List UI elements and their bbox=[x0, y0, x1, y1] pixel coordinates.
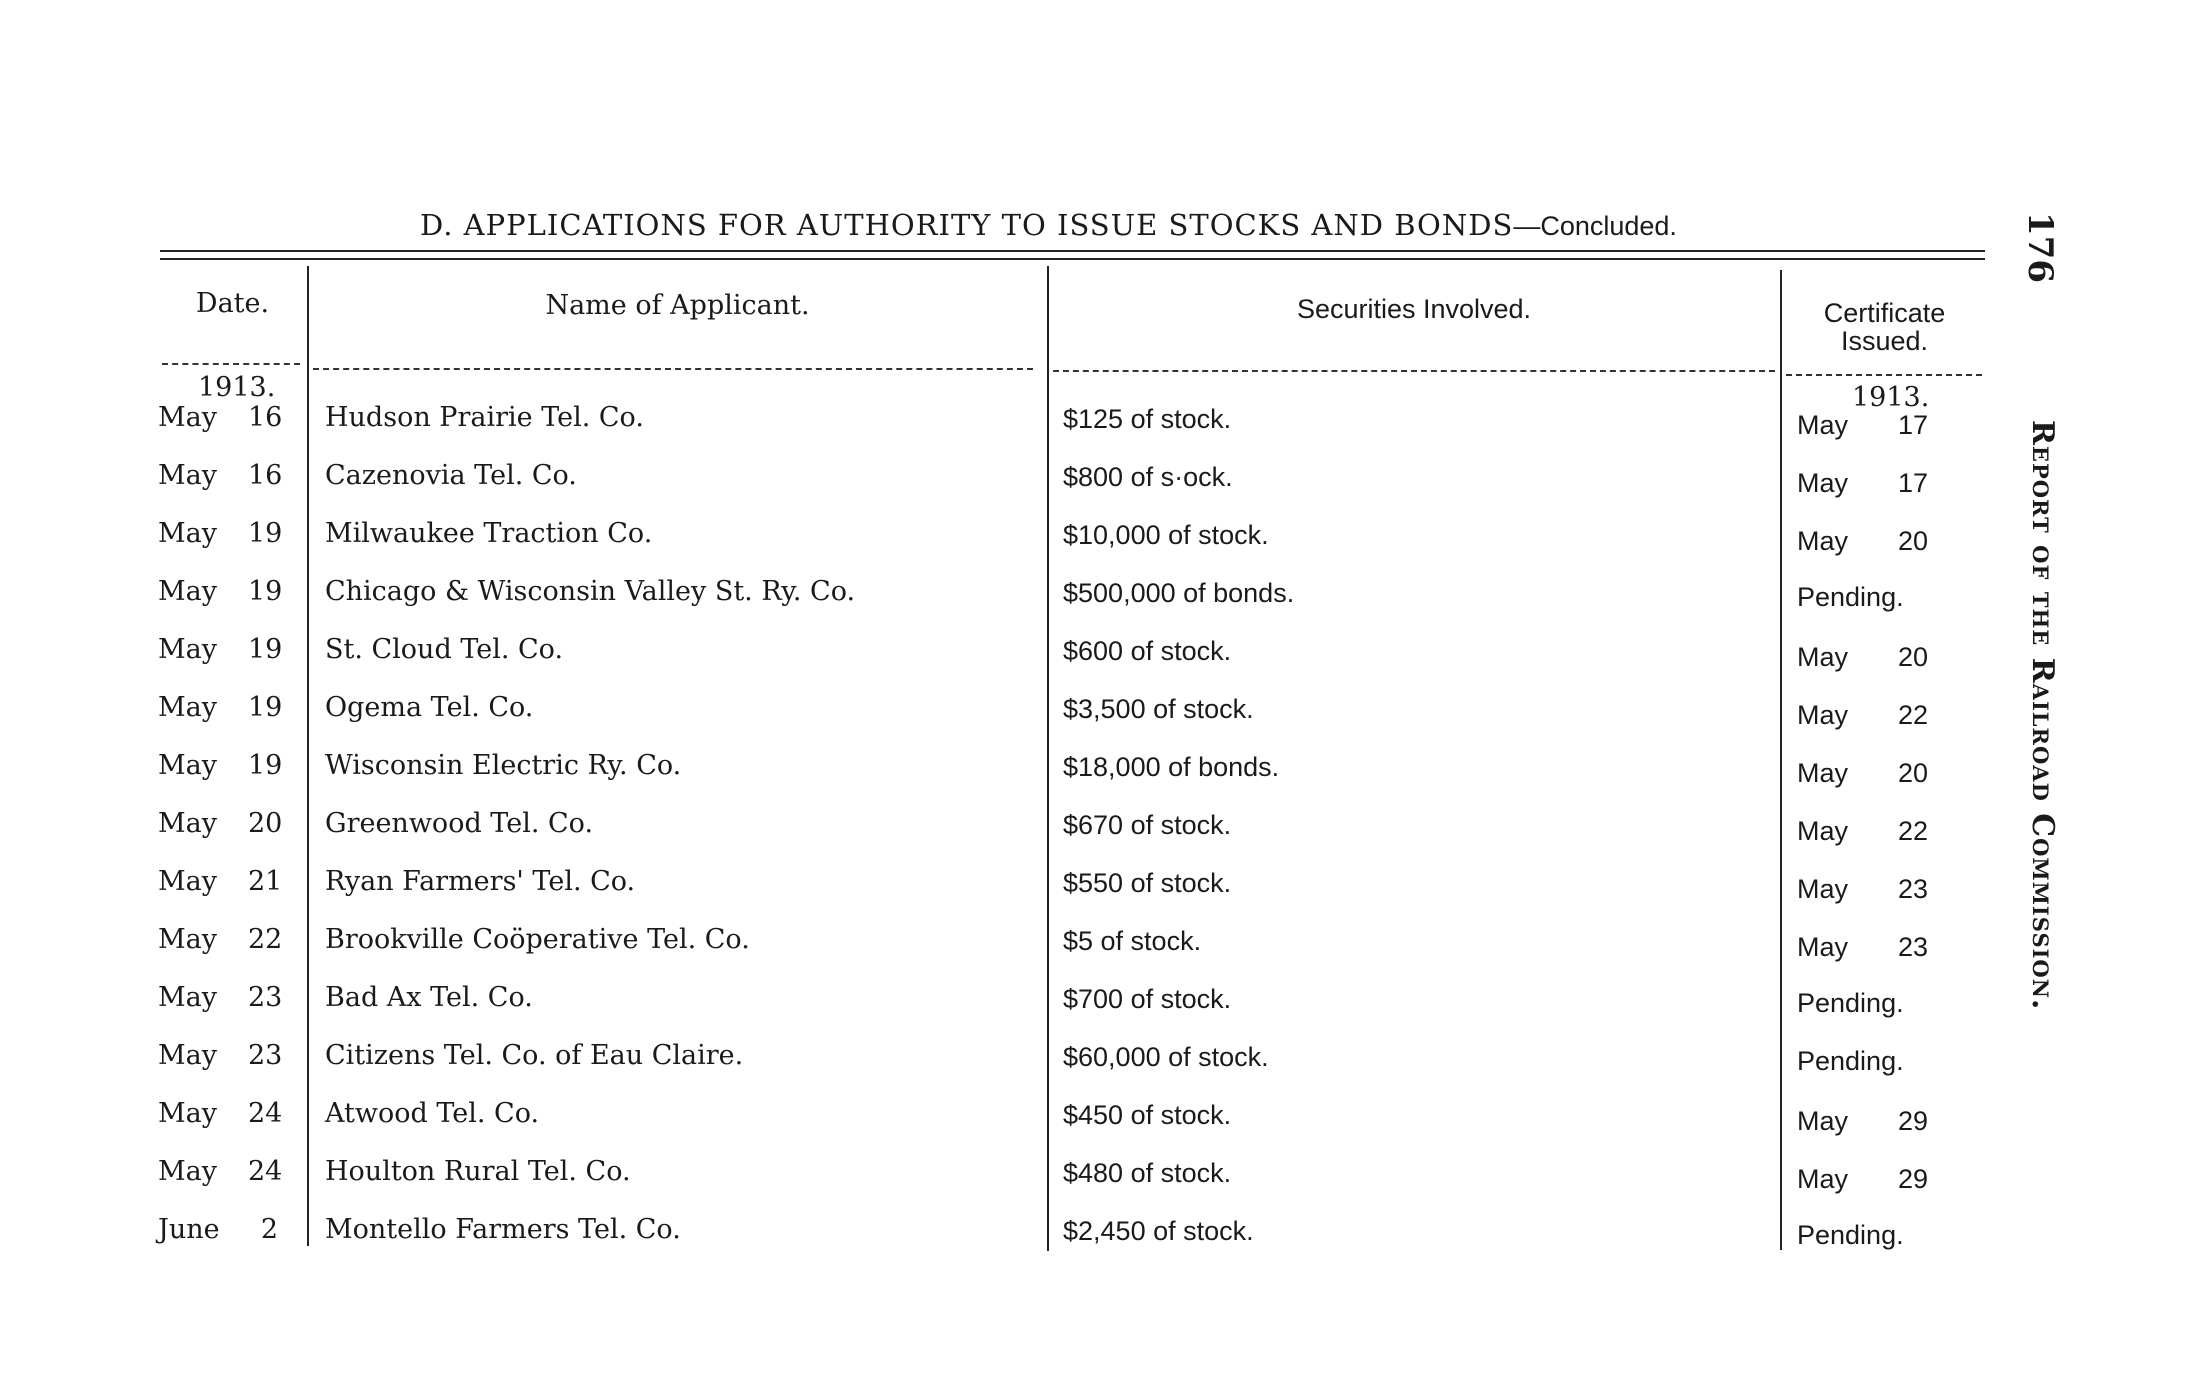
certificate-month: May bbox=[1797, 410, 1849, 440]
securities-involved: $2,450 of stock. bbox=[1063, 1216, 1254, 1246]
applicant-name: Greenwood Tel. Co. bbox=[325, 808, 594, 839]
date-month: May bbox=[158, 402, 217, 433]
certificate-month: May bbox=[1797, 874, 1849, 904]
certificate-status: Pending. bbox=[1797, 582, 1904, 612]
date-day: 23 bbox=[248, 1040, 283, 1071]
date-day: 2 bbox=[260, 1214, 278, 1245]
table-row bbox=[0, 576, 2197, 634]
applicant-name: Cazenovia Tel. Co. bbox=[325, 460, 577, 491]
securities-involved: $500,000 of bonds. bbox=[1063, 578, 1295, 608]
certificate-day: 29 bbox=[1898, 1106, 1929, 1136]
table-row bbox=[0, 924, 2197, 982]
applicant-name: Chicago & Wisconsin Valley St. Ry. Co. bbox=[325, 576, 856, 607]
date-day: 21 bbox=[248, 866, 283, 897]
certificate-year: 1913. bbox=[1852, 382, 1930, 413]
securities-involved: $480 of stock. bbox=[1063, 1158, 1232, 1188]
certificate-day: 17 bbox=[1898, 468, 1929, 498]
date-day: 19 bbox=[248, 576, 283, 607]
column-header-date: Date. bbox=[195, 288, 270, 319]
certificate-month: May bbox=[1797, 642, 1849, 672]
date-day: 23 bbox=[248, 982, 283, 1013]
date-month: May bbox=[158, 750, 217, 781]
securities-involved: $670 of stock. bbox=[1063, 810, 1232, 840]
applicant-name: Milwaukee Traction Co. bbox=[325, 518, 653, 549]
certificate-month: May bbox=[1797, 468, 1849, 498]
applicant-name: Brookville Coöperative Tel. Co. bbox=[325, 924, 750, 955]
date-day: 16 bbox=[248, 460, 283, 491]
securities-involved: $700 of stock. bbox=[1063, 984, 1232, 1014]
securities-involved: $600 of stock. bbox=[1063, 636, 1232, 666]
header-underline-certificate bbox=[1786, 374, 1982, 376]
securities-involved: $125 of stock. bbox=[1063, 404, 1232, 434]
date-day: 22 bbox=[248, 924, 283, 955]
column-header-certificate-line1: Certificate bbox=[1823, 298, 1946, 328]
date-day: 19 bbox=[248, 692, 283, 723]
applicant-name: Houlton Rural Tel. Co. bbox=[325, 1156, 631, 1187]
title-rule-bottom bbox=[160, 258, 1985, 260]
date-day: 19 bbox=[248, 634, 283, 665]
date-month: May bbox=[158, 924, 217, 955]
applicant-name: St. Cloud Tel. Co. bbox=[325, 634, 564, 665]
title-rule-top bbox=[160, 250, 1985, 252]
table-row bbox=[0, 518, 2197, 576]
certificate-day: 20 bbox=[1898, 758, 1929, 788]
date-month: May bbox=[158, 576, 217, 607]
date-day: 19 bbox=[248, 518, 283, 549]
applicant-name: Wisconsin Electric Ry. Co. bbox=[325, 750, 682, 781]
header-underline-securities bbox=[1053, 370, 1775, 372]
certificate-month: May bbox=[1797, 1164, 1849, 1194]
table-row bbox=[0, 866, 2197, 924]
date-month: May bbox=[158, 692, 217, 723]
table-row bbox=[0, 634, 2197, 692]
certificate-day: 20 bbox=[1898, 642, 1929, 672]
table-row bbox=[0, 692, 2197, 750]
date-day: 20 bbox=[248, 808, 283, 839]
certificate-day: 22 bbox=[1898, 700, 1929, 730]
page-number: 176 bbox=[2020, 212, 2060, 283]
table-row bbox=[0, 402, 2197, 460]
date-month: May bbox=[158, 1098, 217, 1129]
date-month: May bbox=[158, 460, 217, 491]
applicant-name: Hudson Prairie Tel. Co. bbox=[325, 402, 644, 433]
header-underline-date bbox=[162, 363, 300, 365]
date-day: 16 bbox=[248, 402, 283, 433]
certificate-day: 23 bbox=[1898, 874, 1929, 904]
securities-involved: $3,500 of stock. bbox=[1063, 694, 1254, 724]
certificate-day: 23 bbox=[1898, 932, 1929, 962]
table-row bbox=[0, 1040, 2197, 1098]
applicant-name: Citizens Tel. Co. of Eau Claire. bbox=[325, 1040, 744, 1071]
date-month: May bbox=[158, 1156, 217, 1187]
date-month: May bbox=[158, 1040, 217, 1071]
applicant-name: Atwood Tel. Co. bbox=[325, 1098, 540, 1129]
date-month: May bbox=[158, 808, 217, 839]
table-row bbox=[0, 1156, 2197, 1214]
securities-involved: $60,000 of stock. bbox=[1063, 1042, 1269, 1072]
applicant-name: Ogema Tel. Co. bbox=[325, 692, 534, 723]
certificate-month: May bbox=[1797, 816, 1849, 846]
securities-involved: $450 of stock. bbox=[1063, 1100, 1232, 1130]
securities-involved: $550 of stock. bbox=[1063, 868, 1232, 898]
table-title: D. APPLICATIONS FOR AUTHORITY TO ISSUE STOCKS AND BONDS—Concluded. bbox=[420, 208, 1677, 242]
date-month: May bbox=[158, 866, 217, 897]
date-day: 19 bbox=[248, 750, 283, 781]
securities-involved: $18,000 of bonds. bbox=[1063, 752, 1280, 782]
table-row bbox=[0, 750, 2197, 808]
certificate-status: Pending. bbox=[1797, 1046, 1904, 1076]
date-day: 24 bbox=[248, 1156, 283, 1187]
table-row bbox=[0, 808, 2197, 866]
certificate-status: Pending. bbox=[1797, 1220, 1904, 1250]
certificate-month: May bbox=[1797, 700, 1849, 730]
certificate-month: May bbox=[1797, 932, 1849, 962]
certificate-day: 17 bbox=[1898, 410, 1929, 440]
certificate-day: 22 bbox=[1898, 816, 1929, 846]
certificate-month: May bbox=[1797, 758, 1849, 788]
securities-involved: $10,000 of stock. bbox=[1063, 520, 1269, 550]
table-row bbox=[0, 982, 2197, 1040]
table-row bbox=[0, 460, 2197, 518]
date-year: 1913. bbox=[198, 372, 276, 403]
date-month: May bbox=[158, 634, 217, 665]
date-month: May bbox=[158, 982, 217, 1013]
column-header-securities: Securities Involved. bbox=[1296, 294, 1532, 324]
securities-involved: $5 of stock. bbox=[1063, 926, 1202, 956]
applicant-name: Montello Farmers Tel. Co. bbox=[325, 1214, 681, 1245]
certificate-day: 29 bbox=[1898, 1164, 1929, 1194]
column-header-name: Name of Applicant. bbox=[545, 290, 810, 321]
certificate-day: 20 bbox=[1898, 526, 1929, 556]
table-row bbox=[0, 1214, 2197, 1272]
certificate-month: May bbox=[1797, 1106, 1849, 1136]
applicant-name: Bad Ax Tel. Co. bbox=[325, 982, 533, 1013]
certificate-month: May bbox=[1797, 526, 1849, 556]
running-head: Report of the Railroad Commission. bbox=[2025, 420, 2060, 1011]
securities-involved: $800 of s·ock. bbox=[1063, 462, 1233, 492]
certificate-status: Pending. bbox=[1797, 988, 1904, 1018]
date-month: June bbox=[158, 1214, 220, 1245]
column-header-certificate-line2: Issued. bbox=[1840, 326, 1929, 356]
header-underline-name bbox=[313, 368, 1033, 370]
title-suffix: —Concluded. bbox=[1513, 211, 1677, 241]
date-day: 24 bbox=[248, 1098, 283, 1129]
applicant-name: Ryan Farmers' Tel. Co. bbox=[325, 866, 636, 897]
table-row bbox=[0, 1098, 2197, 1156]
date-month: May bbox=[158, 518, 217, 549]
